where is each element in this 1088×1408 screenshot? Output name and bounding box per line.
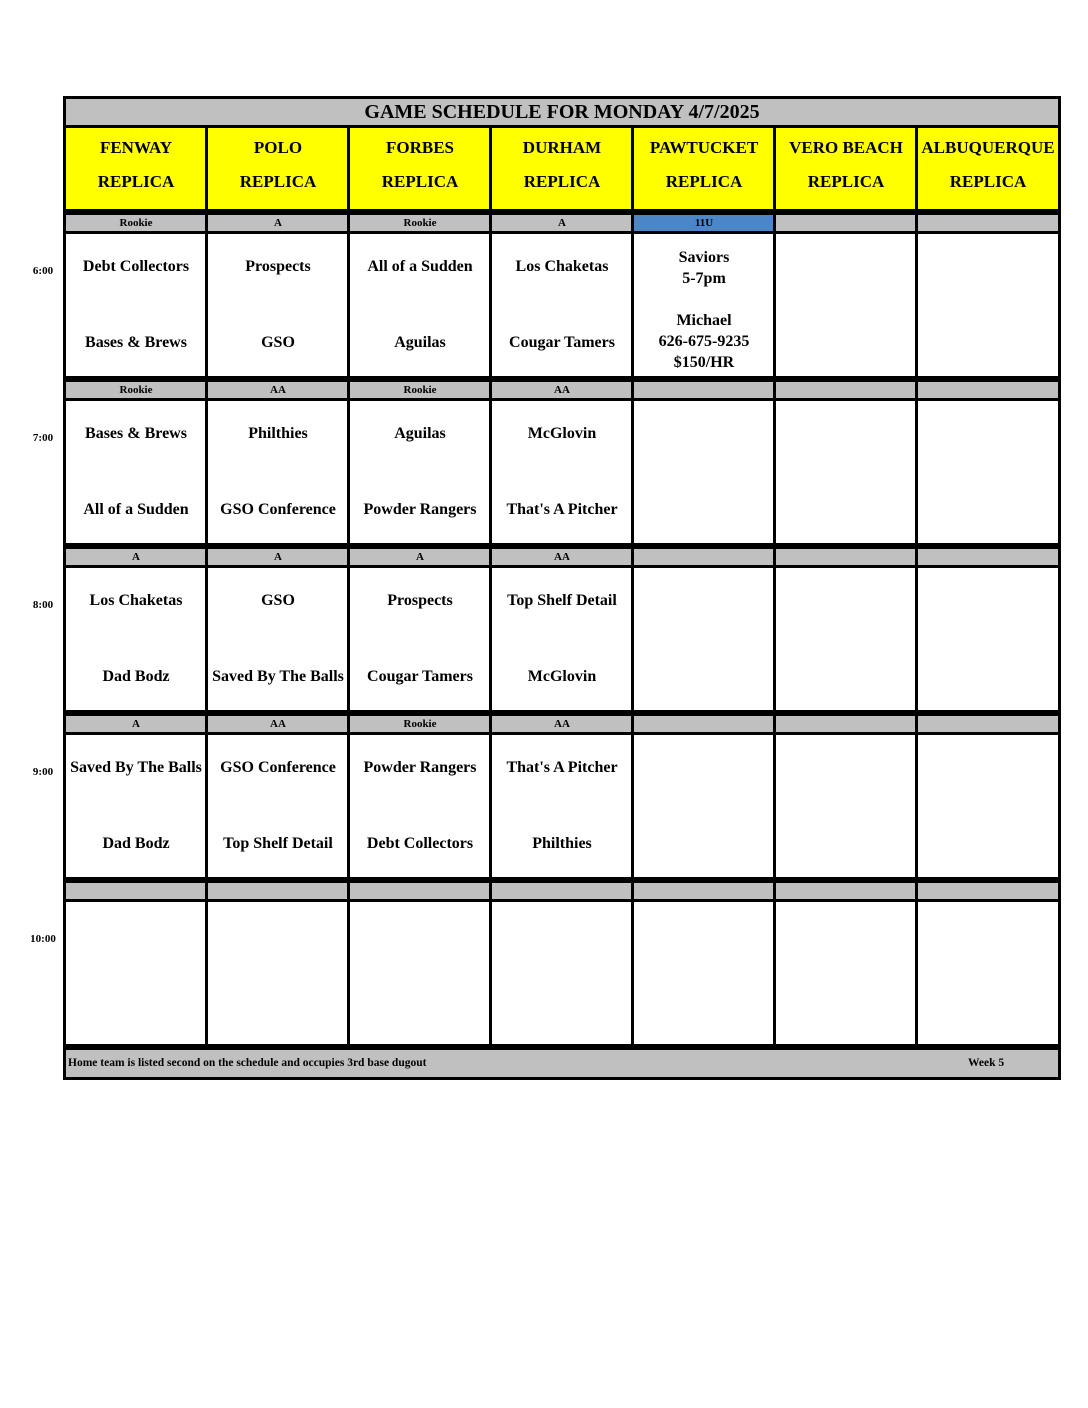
away-team: GSO Conference [220,758,336,776]
division-label: Rookie [63,379,209,401]
away-team: Los Chaketas [515,257,609,275]
away-team: Saved By The Balls [70,758,202,776]
venue-header [489,125,635,212]
game-cell [489,732,635,880]
game-cell [347,231,493,379]
home-team [66,988,206,1032]
home-team: That's A Pitcher [506,500,618,518]
game-cell [915,398,1061,546]
away-team: Powder Rangers [363,758,477,776]
division-label: A [63,546,209,568]
game-cell [489,899,635,1047]
venue-subtitle: REPLICA [949,172,1027,191]
home-team [634,821,774,865]
away-team [776,912,916,956]
venue-subtitle: REPLICA [239,172,317,191]
note-line: 626-675-9235 [658,333,750,350]
home-team: Dad Bodz [102,667,170,685]
venue-name: ALBUQUERQUE [921,138,1055,157]
away-team [776,578,916,622]
home-team [918,654,1058,698]
venue-name: POLO [253,138,303,157]
home-team [918,487,1058,531]
away-team: Prospects [245,257,311,275]
away-team [776,244,916,288]
home-team: Saved By The Balls [212,667,344,685]
away-team [634,745,774,789]
away-team: That's A Pitcher [506,758,618,776]
home-team: Aguilas [394,333,446,351]
game-cell [631,899,777,1047]
away-team: Los Chaketas [89,591,183,609]
away-team [634,411,774,455]
game-cell [347,398,493,546]
division-label: Rookie [347,212,493,234]
game-cell [915,899,1061,1047]
venue-header [63,125,209,212]
game-cell [773,565,919,713]
home-team [918,320,1058,364]
venue-subtitle: REPLICA [523,172,601,191]
game-cell [631,565,777,713]
schedule-sheet [63,96,1061,1080]
away-team: GSO [261,591,295,609]
game-cell [631,732,777,880]
footer-bar [63,1047,1061,1080]
venue-header [915,125,1061,212]
game-cell [347,732,493,880]
game-cell [347,565,493,713]
game-cell [205,565,351,713]
away-team: Aguilas [394,424,446,442]
game-cell [915,231,1061,379]
venue-subtitle: REPLICA [807,172,885,191]
venue-subtitle: REPLICA [665,172,743,191]
venue-name: FORBES [385,138,455,157]
away-team [66,912,206,956]
division-label: AA [489,379,635,401]
note-line: Saviors [678,249,730,266]
away-team [776,411,916,455]
division-label: AA [489,713,635,735]
footer-note: Home team is listed second on the schedule and occupies 3rd base dugout [68,1057,427,1069]
game-cell [63,398,209,546]
game-cell [489,231,635,379]
home-team [776,988,916,1032]
time-label: 6:00 [32,265,54,277]
game-cell [205,398,351,546]
game-cell [63,732,209,880]
reservation-note [634,247,774,289]
home-team: Cougar Tamers [509,333,615,351]
division-label: AA [205,713,351,735]
away-team [350,912,490,956]
home-team [776,320,916,364]
venue-subtitle: REPLICA [97,172,175,191]
home-team: GSO [261,333,295,351]
game-cell [773,732,919,880]
division-label: Rookie [347,379,493,401]
division-label: 11U [631,212,777,234]
away-team: Bases & Brews [85,424,187,442]
note-line: Michael [676,312,732,329]
home-team [776,821,916,865]
venue-name: DURHAM [522,138,602,157]
home-team: McGlovin [527,667,597,685]
home-team [492,988,632,1032]
away-team: All of a Sudden [367,257,473,275]
schedule-title [63,96,1061,128]
home-team: Powder Rangers [363,500,477,518]
away-team [918,411,1058,455]
home-team [776,654,916,698]
game-cell [63,899,209,1047]
home-team [634,487,774,531]
away-team [918,745,1058,789]
venue-header [347,125,493,212]
home-team [634,654,774,698]
home-team: Dad Bodz [102,834,170,852]
time-label: 8:00 [32,599,54,611]
schedule-title-text: GAME SCHEDULE FOR MONDAY 4/7/2025 [364,100,760,123]
game-cell [489,565,635,713]
home-team: All of a Sudden [83,500,189,518]
home-team [208,988,348,1032]
home-team [776,487,916,531]
game-cell [915,732,1061,880]
away-team [492,912,632,956]
game-cell [63,231,209,379]
away-team: Debt Collectors [82,257,190,275]
game-cell [773,231,919,379]
game-cell [205,231,351,379]
division-label: A [347,546,493,568]
away-team [918,244,1058,288]
week-label: Week 5 [968,1057,1005,1069]
venue-header [773,125,919,212]
home-team [918,821,1058,865]
away-team: Philthies [248,424,308,442]
note-line: 5-7pm [682,270,726,287]
away-team: McGlovin [527,424,597,442]
game-cell [205,732,351,880]
division-label: A [489,212,635,234]
home-team [918,988,1058,1032]
reservation-contact [634,310,774,373]
game-cell [631,398,777,546]
note-line: $150/HR [673,354,735,371]
home-team: GSO Conference [220,500,336,518]
away-team [634,578,774,622]
away-team: Top Shelf Detail [507,591,617,609]
division-label: AA [489,546,635,568]
time-label: 10:00 [30,933,56,945]
away-team [918,578,1058,622]
home-team: Bases & Brews [85,333,187,351]
home-team [350,988,490,1032]
venue-header [205,125,351,212]
division-label: A [63,713,209,735]
away-team: Prospects [387,591,453,609]
time-label: 7:00 [32,432,54,444]
game-cell [773,899,919,1047]
game-cell [347,899,493,1047]
home-team: Philthies [532,834,592,852]
game-cell [915,565,1061,713]
game-cell [63,565,209,713]
division-label: AA [205,379,351,401]
home-team: Top Shelf Detail [223,834,333,852]
game-cell [631,231,777,379]
venue-name: PAWTUCKET [649,138,759,157]
away-team [208,912,348,956]
division-label: A [205,212,351,234]
division-label: Rookie [63,212,209,234]
division-label: Rookie [347,713,493,735]
game-cell [773,398,919,546]
away-team [634,912,774,956]
away-team [776,745,916,789]
home-team: Cougar Tamers [367,667,473,685]
home-team [634,988,774,1032]
game-cell [205,899,351,1047]
time-label: 9:00 [32,766,54,778]
venue-header [631,125,777,212]
division-label: A [205,546,351,568]
home-team: Debt Collectors [366,834,474,852]
venue-name: FENWAY [99,138,173,157]
game-cell [489,398,635,546]
away-team [918,912,1058,956]
venue-name: VERO BEACH [789,138,903,157]
venue-subtitle: REPLICA [381,172,459,191]
